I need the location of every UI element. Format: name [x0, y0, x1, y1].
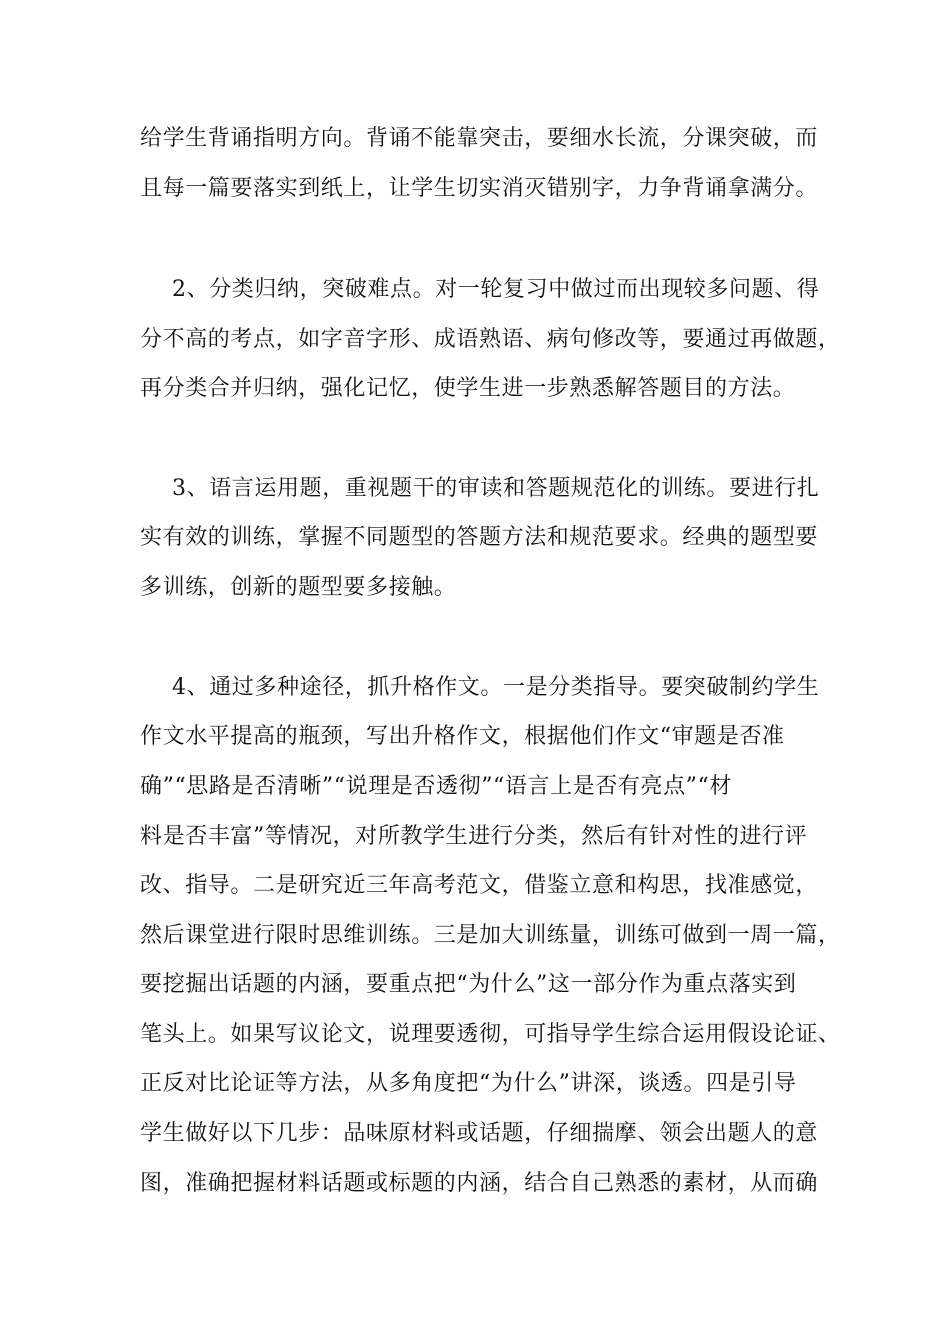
text-line: 作文水平提高的瓶颈，写出升格作文，根据他们作文“审题是否准: [140, 724, 785, 749]
paragraph-4-first-line: 4、通过多种途径，抓升格作文。一是分类指导。要突破制约学生: [172, 675, 820, 700]
text-line: 要挖掘出话题的内涵，要重点把“为什么”这一部分作为重点落实到: [140, 972, 797, 997]
text-line: 料是否丰富”等情况，对所教学生进行分类，然后有针对性的进行评: [140, 824, 808, 849]
text-line: 学生做好以下几步：品味原材料或话题，仔细揣摩、领会出题人的意: [140, 1121, 819, 1146]
paragraph-2-first-line: 2、分类归纳，突破难点。对一轮复习中做过而出现较多问题、得: [172, 277, 820, 302]
text-line: 然后课堂进行限时思维训练。三是加大训练量，训练可做到一周一篇，: [140, 923, 841, 948]
text-line: 确”“思路是否清晰”“说理是否透彻”“语言上是否有亮点”“材: [140, 774, 732, 799]
text-line: 再分类合并归纳，强化记忆，使学生进一步熟悉解答题目的方法。: [140, 376, 796, 401]
text-line: 多训练，创新的题型要多接触。: [140, 575, 457, 600]
text-line: 实有效的训练，掌握不同题型的答题方法和规范要求。经典的题型要: [140, 525, 819, 550]
paragraph-3-first-line: 3、语言运用题，重视题干的审读和答题规范化的训练。要进行扎: [172, 476, 820, 501]
text-line: 正反对比论证等方法，从多角度把“为什么”讲深，谈透。四是引导: [140, 1071, 797, 1096]
text-line: 图，准确把握材料话题或标题的内涵，结合自己熟悉的素材，从而确: [140, 1171, 819, 1196]
text-line: 且每一篇要落实到纸上，让学生切实消灭错别字，力争背诵拿满分。: [140, 176, 819, 201]
text-line: 改、指导。二是研究近三年高考范文，借鉴立意和构思，找准感觉，: [140, 873, 819, 898]
text-line: 分不高的考点，如字音字形、成语熟语、病句修改等，要通过再做题，: [140, 327, 841, 352]
text-line: 给学生背诵指明方向。背诵不能靠突击，要细水长流，分课突破，而: [140, 126, 819, 151]
text-line: 笔头上。如果写议论文，说理要透彻，可指导学生综合运用假设论证、: [140, 1022, 841, 1047]
